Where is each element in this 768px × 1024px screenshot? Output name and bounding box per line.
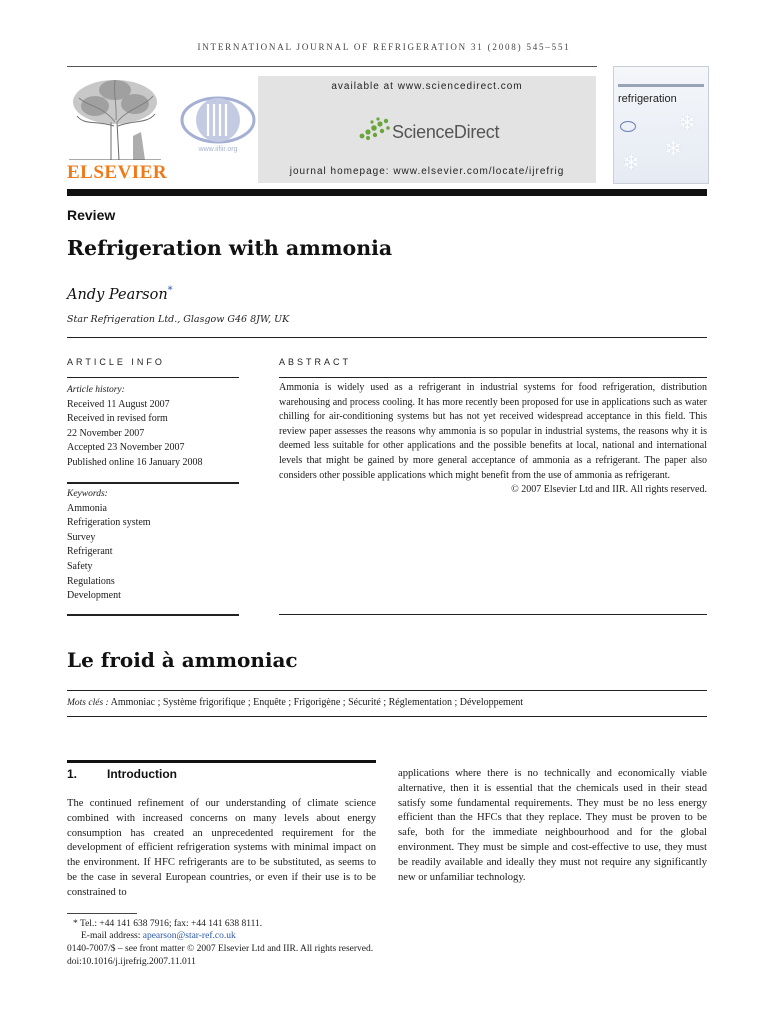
footnote-front-matter: 0140-7007/$ – see front matter © 2007 Elsevier Ltd and IIR. All rights reserved. [67,944,374,954]
abstract-text: Ammonia is widely used as a refrigerant in industrial systems for food refrigeration, distribution warehousing and process cooling. It has more recently been proposed for use in applications such as water chilling for air-conditioning systems but has not yet received widespread acceptance in this field. This review paper assesses the reasons why ammonia is so popular in industrial systems, the reasons why it is deemed less suitable for other applications and the possible benefits at local, national and international levels that might be gained by more general acceptance of ammonia as a refrigerant. The paper also considers other possible applications which might benefit from the use of ammonia as refrigerant. [279,382,707,481]
keywords-rule [67,482,239,484]
journal-homepage-link[interactable]: journal homepage: www.elsevier.com/locate/ijrefrig [289,166,565,177]
snowflake-icon: ❄ [622,151,641,176]
snowflake-icon: ❄ [678,111,697,136]
abstract-rule [279,377,707,378]
introduction-right-column: applications where there is no technically and economically viable alternative, then it is essential that the chemicals used in their stead satisfy some fundamental requirements. They must be no less energy efficient than the HFCs that they replace. They must be proven to be safe, both for the immediate neighbourhood and for the global environment. They must be simple and cost-effective to use, they must be readily available and ideally they must not require any significantly new or unfamiliar technology. [398,768,707,883]
article-info-rule [67,377,239,378]
article-title: Refrigeration with ammonia [67,236,393,260]
history-label: Article history: [67,385,125,395]
history-item: 22 November 2007 [67,427,145,439]
article-history [67,383,239,471]
french-keywords-list: Ammoniac ; Système frigorifique ; Enquête ; Frigorigène ; Sécurité ; Réglementation ; Développement [110,697,524,708]
iifiir-url[interactable]: www.iifiir.org [198,146,238,153]
masthead-bottom-rule [67,189,707,196]
french-keywords [67,697,523,708]
keywords-label: Keywords: [67,489,108,499]
french-keywords-top-rule [67,690,707,691]
abstract-bottom-rule [279,614,707,615]
journal-cover-thumbnail[interactable] [613,66,709,184]
cover-masthead-bar [618,84,704,87]
french-keywords-bottom-rule [67,716,707,717]
author-affiliation: Star Refrigeration Ltd., Glasgow G46 8JW, UK [67,314,290,325]
keyword-item: Development [67,590,121,602]
sciencedirect-logo[interactable] [358,116,508,146]
email-link[interactable]: apearson@star-ref.co.uk [142,931,236,941]
history-item: Accepted 23 November 2007 [67,442,185,454]
header-divider [67,337,707,338]
email-label: E-mail address: [81,931,141,941]
history-item: Published online 16 January 2008 [67,456,203,468]
iifiir-logo[interactable] [180,96,256,156]
keyword-item: Refrigerant [67,546,113,558]
running-head: INTERNATIONAL JOURNAL OF REFRIGERATION 31 (2008) 545–551 [197,42,571,52]
article-info-bottom-rule [67,614,239,616]
cover-title: refrigeration [618,93,677,105]
article-info-heading: ARTICLE INFO [67,357,165,367]
keyword-item: Safety [67,560,93,572]
footnote-contact: * Tel.: +44 141 638 7916; fax: +44 141 638 8111. [73,919,263,929]
french-title: Le froid à ammoniac [67,648,298,672]
footnote-rule [67,913,137,914]
snowflake-icon: ❄ [664,137,683,162]
corresponding-author-marker[interactable]: * [167,285,173,296]
keywords-list [67,487,239,604]
iifiir-globe-icon [180,96,256,144]
keyword-item: Survey [67,531,96,543]
abstract-heading: ABSTRACT [279,357,352,367]
article-type-label: Review [67,207,116,223]
elsevier-tree-icon [67,76,163,160]
elsevier-wordmark: ELSEVIER [67,162,168,183]
keyword-item: Regulations [67,575,115,587]
author-name [67,285,173,303]
keyword-item: Refrigeration system [67,517,151,529]
banner-availability-link[interactable]: available at www.sciencedirect.com [331,81,523,92]
footnote-email [81,930,236,943]
sciencedirect-banner [258,76,596,183]
elsevier-logo[interactable] [67,76,167,184]
introduction-rule [67,760,376,763]
sciencedirect-dots-icon [358,116,392,142]
author-name-text[interactable]: Andy Pearson [67,286,168,303]
masthead-top-rule [67,66,597,67]
section-number: 1. [67,767,78,781]
introduction-heading [67,767,177,781]
french-keywords-label: Mots clés : [67,698,109,708]
introduction-left-column: The continued refinement of our understanding of climate science combined with increased concerns on many levels about energy consumption has created an unprecedented requirement for the development of efficient refrigeration systems with minimal impact on the environment. If HFC refrigerants are to be substituted, as seems to be the case in several European countries, or even if their use is to be constrained to [67,798,376,898]
history-item: Received in revised form [67,413,168,425]
abstract-copyright: © 2007 Elsevier Ltd and IIR. All rights reserved. [511,484,707,496]
cover-logo-icon [620,121,636,132]
section-title: Introduction [107,767,177,781]
keyword-item: Ammonia [67,502,107,514]
history-item: Received 11 August 2007 [67,398,170,410]
abstract-body [279,381,707,498]
footnote-doi[interactable]: doi:10.1016/j.ijrefrig.2007.11.011 [67,957,196,967]
sciencedirect-wordmark: ScienceDirect [392,122,500,142]
